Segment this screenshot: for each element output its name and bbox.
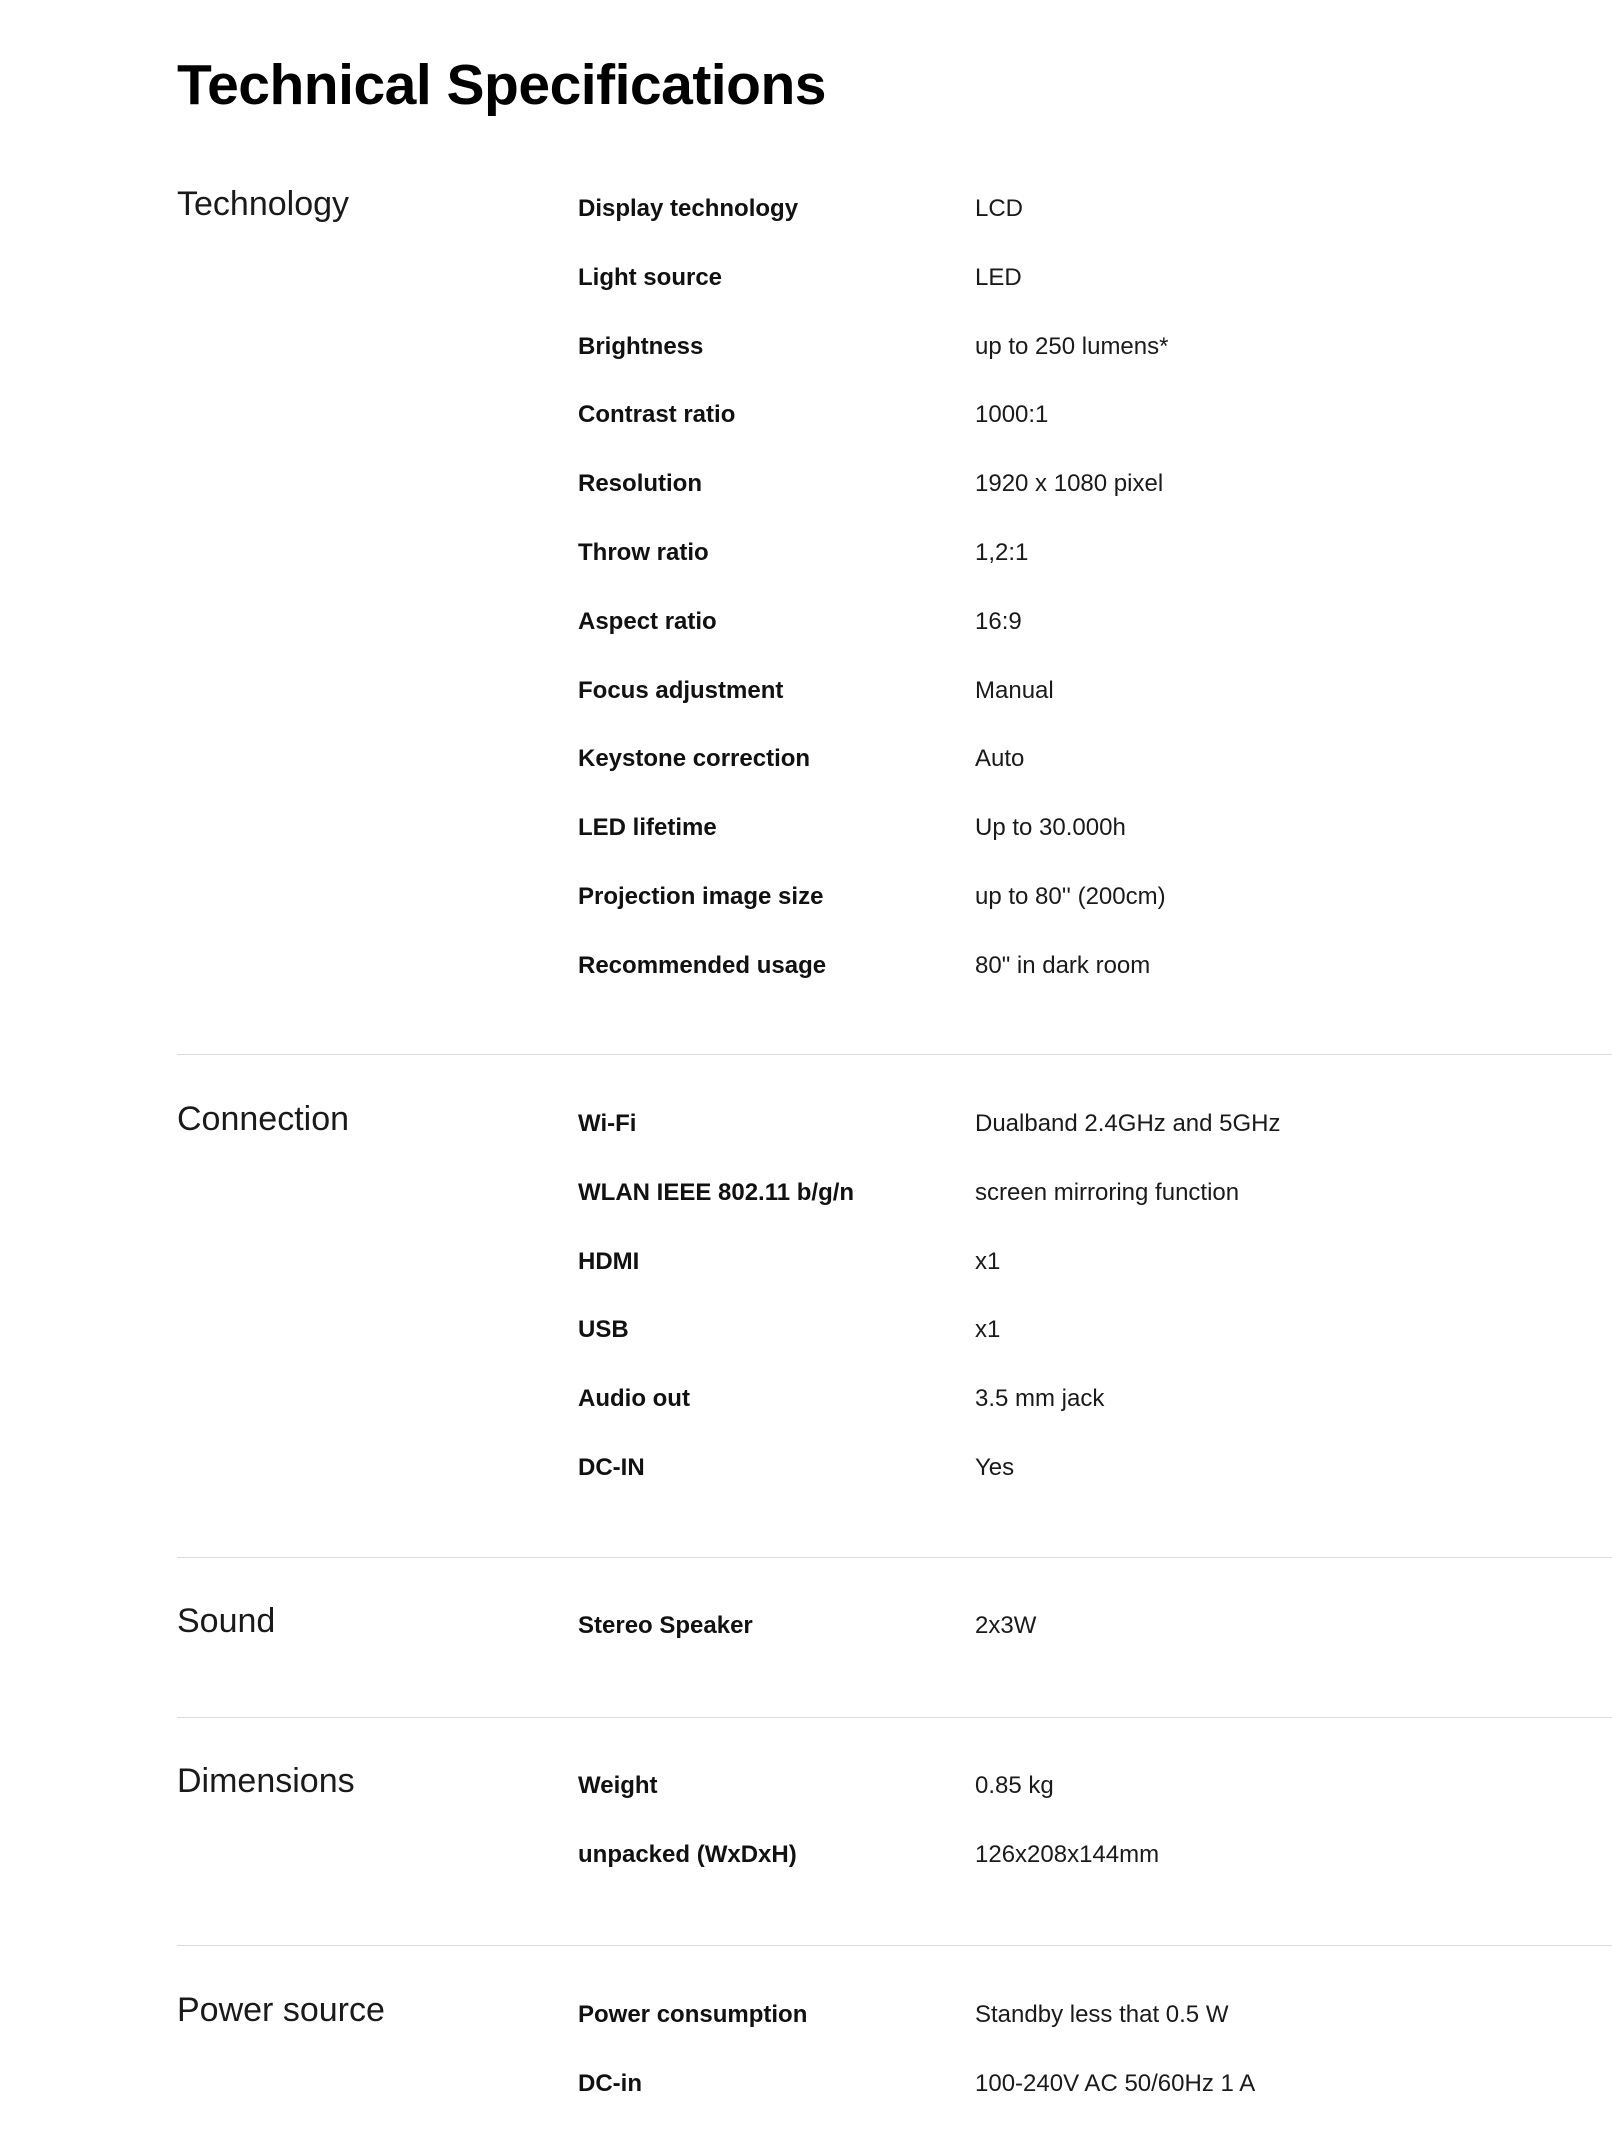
section-divider xyxy=(177,1717,1612,1718)
section-divider xyxy=(177,1945,1612,1946)
section-title: Technology xyxy=(177,185,350,223)
spec-value: Dualband 2.4GHz and 5GHz xyxy=(975,1110,1281,1137)
section-divider xyxy=(177,1557,1612,1558)
spec-label: Stereo Speaker xyxy=(578,1612,753,1639)
spec-row xyxy=(0,335,1612,375)
spec-value: 80" in dark room xyxy=(975,952,1151,979)
spec-row xyxy=(0,266,1612,306)
spec-value: 100-240V AC 50/60Hz 1 A xyxy=(975,2070,1256,2097)
spec-value: 3.5 mm jack xyxy=(975,1385,1105,1412)
spec-row xyxy=(0,1387,1612,1427)
spec-label: DC-in xyxy=(578,2070,642,2097)
spec-value: 16:9 xyxy=(975,608,1022,635)
spec-label: unpacked (WxDxH) xyxy=(578,1841,797,1868)
spec-row xyxy=(0,2003,1612,2043)
spec-row xyxy=(0,197,1612,237)
spec-row xyxy=(0,1112,1612,1152)
spec-label: Recommended usage xyxy=(578,952,827,979)
section-title: Dimensions xyxy=(177,1762,355,1800)
spec-label: USB xyxy=(578,1316,629,1343)
spec-row xyxy=(0,610,1612,650)
spec-value: 0.85 kg xyxy=(975,1772,1054,1799)
spec-row xyxy=(0,1843,1612,1883)
spec-row xyxy=(0,747,1612,787)
spec-row xyxy=(0,1774,1612,1814)
section-title: Power source xyxy=(177,1991,385,2029)
spec-value: Standby less that 0.5 W xyxy=(975,2001,1229,2028)
spec-label: HDMI xyxy=(578,1248,640,1275)
spec-value: x1 xyxy=(975,1248,1001,1275)
spec-value: up to 250 lumens* xyxy=(975,333,1169,360)
spec-label: Wi-Fi xyxy=(578,1110,637,1137)
spec-row xyxy=(0,954,1612,994)
spec-label: Throw ratio xyxy=(578,539,709,566)
spec-row xyxy=(0,885,1612,925)
spec-label: Keystone correction xyxy=(578,745,811,772)
spec-label: Aspect ratio xyxy=(578,608,717,635)
spec-label: Focus adjustment xyxy=(578,677,784,704)
spec-value: Manual xyxy=(975,677,1054,704)
spec-row xyxy=(0,1614,1612,1654)
spec-label: LED lifetime xyxy=(578,814,717,841)
spec-label: Power consumption xyxy=(578,2001,808,2028)
spec-value: Yes xyxy=(975,1454,1015,1481)
spec-label: Audio out xyxy=(578,1385,690,1412)
spec-value: 1920 x 1080 pixel xyxy=(975,470,1164,497)
spec-row xyxy=(0,472,1612,512)
spec-label: WLAN IEEE 802.11 b/g/n xyxy=(578,1179,855,1206)
spec-label: Display technology xyxy=(578,195,799,222)
spec-label: Contrast ratio xyxy=(578,401,736,428)
spec-label: Weight xyxy=(578,1772,658,1799)
spec-row xyxy=(0,1181,1612,1221)
spec-row xyxy=(0,403,1612,443)
spec-value: 1,2:1 xyxy=(975,539,1029,566)
spec-value: Up to 30.000h xyxy=(975,814,1126,841)
spec-row xyxy=(0,1318,1612,1358)
spec-value: LCD xyxy=(975,195,1024,222)
spec-label: Resolution xyxy=(578,470,702,497)
spec-label: DC-IN xyxy=(578,1454,645,1481)
page-title: Technical Specifications xyxy=(177,53,826,117)
section-title: Connection xyxy=(177,1100,350,1138)
spec-row xyxy=(0,1250,1612,1290)
spec-value: 1000:1 xyxy=(975,401,1049,428)
spec-value: Auto xyxy=(975,745,1025,772)
spec-row xyxy=(0,679,1612,719)
spec-row xyxy=(0,816,1612,856)
spec-row xyxy=(0,1456,1612,1496)
spec-value: up to 80'' (200cm) xyxy=(975,883,1166,910)
spec-value: LED xyxy=(975,264,1022,291)
section-title: Sound xyxy=(177,1602,276,1640)
spec-value: x1 xyxy=(975,1316,1001,1343)
spec-label: Projection image size xyxy=(578,883,824,910)
spec-value: 126x208x144mm xyxy=(975,1841,1160,1868)
section-divider xyxy=(177,1054,1612,1055)
spec-row xyxy=(0,541,1612,581)
spec-value: 2x3W xyxy=(975,1612,1037,1639)
spec-value: screen mirroring function xyxy=(975,1179,1240,1206)
spec-label: Light source xyxy=(578,264,723,291)
spec-label: Brightness xyxy=(578,333,704,360)
spec-row xyxy=(0,2072,1612,2112)
